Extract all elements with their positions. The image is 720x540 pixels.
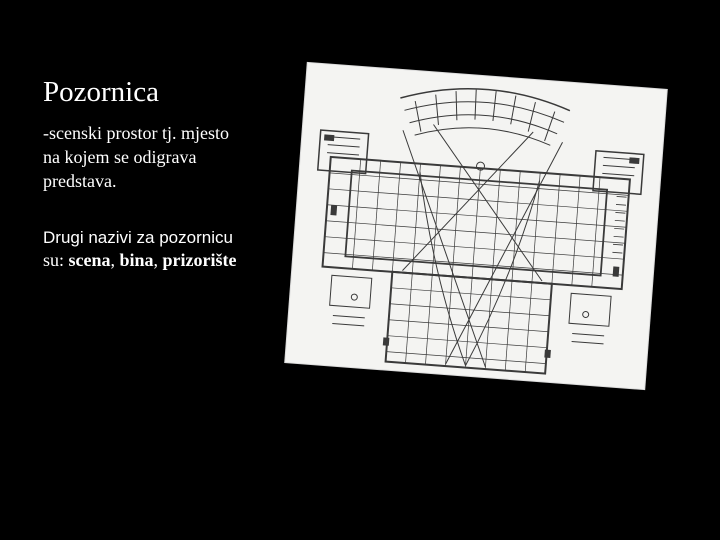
name-bina: bina <box>119 250 154 270</box>
other-names-prefix: su: <box>43 250 69 270</box>
floor-plan-drawing-icon <box>285 63 666 389</box>
name-separator: , <box>110 250 120 270</box>
stage-floor-plan-image <box>285 63 666 389</box>
name-prizoriste: prizorište <box>162 250 237 270</box>
definition-text: -scenski prostor tj. mjesto na kojem se odigrava predstava. <box>43 123 229 191</box>
name-scena: scena <box>68 250 111 270</box>
other-names-text <box>43 226 293 272</box>
name-separator: , <box>153 250 163 270</box>
other-names-lead: Drugi nazivi za pozornicu <box>43 228 233 247</box>
slide-title: Pozornica <box>43 76 159 108</box>
